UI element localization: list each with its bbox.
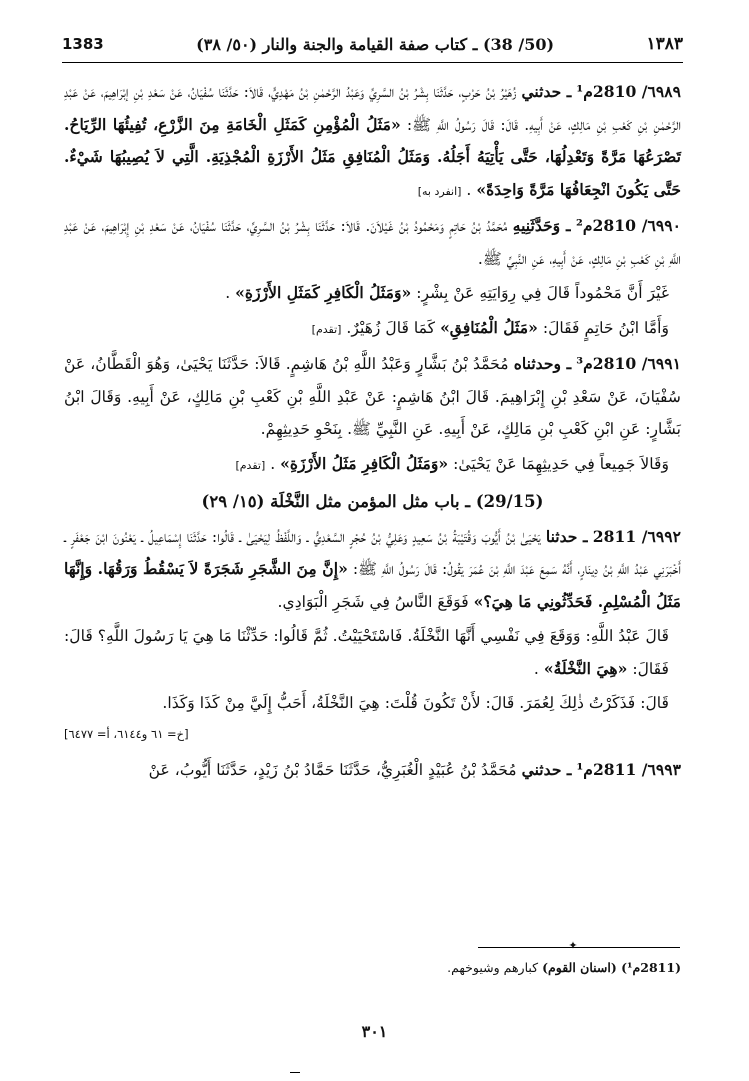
hadith-number: ٦٩٩٢/ 2811 xyxy=(592,526,681,546)
paragraph-reference: [تقدم] xyxy=(311,322,342,336)
hadith-number: ٦٩٩١/ 2810م³ xyxy=(576,354,681,373)
hadith-keyword: ـ وحدثناه xyxy=(513,354,572,373)
hadith-isnad: مُحَمَّدُ بْنُ بَشَّارٍ وَعَبْدُ اللَّهِ بْنُ هَاشِمٍ. قَالاَ: حَدَّثَنَا يَحْيَىٰ، وَهُوَ الْقَطَّانُ، عَنْ سُفْيَانَ، عَنْ سَعْدِ بْنِ إِبْرَاهِيمَ. قَالَ ابْنُ هَاشِمٍ: عَنْ عَبْدِ اللَّهِ بْنِ كَعْبِ بْنِ مَالِكٍ، عَنْ أَبِيهِ. وَقَالَ ابْنُ بَشَّارٍ: عَنِ ابْنِ كَعْبِ بْنِ مَالِكٍ، عَنْ أَبِيهِ. عَنِ النَّبِيِّ ﷺ. بِنَحْوِ حَدِيثِهِمْ. xyxy=(64,355,681,438)
paragraph-text: قَالَ عَبْدُ اللَّهِ: وَوَقَعَ فِي نَفْسِي أَنَّهَا النَّخْلَةُ. فَاسْتَحْيَيْتُ. ثُمَّ قَالُوا: حَدِّثْنَا مَا هِيَ يَا رَسُولَ اللَّهِ؟ قَالَ: فَقَالَ: xyxy=(64,627,669,678)
paragraph-matn: «وَمَثَلُ الْكَافِرِ مَثَلُ الأَرْزَةِ» xyxy=(280,453,449,473)
paragraph-abdullah xyxy=(64,620,681,685)
hadith-matn: «إِنَّ مِنَ الشَّجَرِ شَجَرَةً لاَ يَسْقُطُ وَرَقُهَا. وَإِنَّهَا مَثَلُ الْمُسْلِمِ. فَحَدِّثُونِي مَا هِيَ؟» xyxy=(64,559,681,611)
hadith-keyword: ـ حدثني xyxy=(521,760,572,779)
paragraph-matn: «وَمَثَلُ الْكَافِرِ كَمَثَلِ الأَرْزَةِ» xyxy=(235,283,412,302)
main-text xyxy=(64,76,681,789)
hadith-isnad: زُهَيْرُ بْنُ حَرْبٍ، حَدَّثَنَا بِشْرُ بْنُ السَّرِيِّ وَعَبْدُ الرَّحْمٰنِ بْنُ مَهْدِيٍّ، قَالاَ: حَدَّثَنَا سُفْيَانُ، عَنْ سَعْدِ بْنِ إبْرَاهِيمَ، عَنْ عَبْدِ الرَّحْمٰنِ بْنِ كَعْبِ بْنِ مَالِكٍ، عَنْ أَبِيهِ. قَالَ: قَالَ رَسُولُ اللَّهِ ﷺ: xyxy=(64,83,682,134)
paragraph-reference: [تقدم] xyxy=(235,458,266,472)
paragraph-tail: . xyxy=(225,284,231,302)
paragraph-tail: . xyxy=(533,659,539,678)
hadith-tail: فَوَقَعَ النَّاسُ فِي شَجَرِ الْبَوَادِي. xyxy=(277,592,469,611)
hadith-keyword: ـ وَحَدَّثَنِيهِ xyxy=(512,216,571,235)
paragraph-text: وَقَالاَ جَمِيعاً فِي حَدِيثِهِمَا عَنْ يَحْيَىٰ: xyxy=(448,454,669,473)
footnote xyxy=(281,960,681,975)
hadith-isnad: مُحَمَّدُ بْنُ حَاتِمٍ وَمَحْمُودُ بْنُ غَيْلاَنَ. قَالاَ: حَدَّثَنَا بِشْرُ بْنُ السَّرِيِّ، حَدَّثَنَا سُفْيَانُ، عَنْ سَعْدِ بْنِ إِبْرَاهِيمَ، عَنْ عَبْدِ اللَّهِ بْنِ كَعْبِ بْنِ مَالِكٍ، عَنْ أَبِيهِ، عَنِ النَّبِيِّ ﷺ. xyxy=(64,217,681,268)
hadith-tail: . xyxy=(466,180,472,199)
paragraph-text: وَأَمَّا ابْنُ حَاتِمٍ فَقَالَ: xyxy=(537,318,669,337)
hadith-isnad: مُحَمَّدُ بْنُ عُبَيْدٍ الْغُبَرِيُّ، حَدَّثَنَا حَمَّادُ بْنُ زَيْدٍ، حَدَّثَنَا أَيُّوبُ، عَنْ xyxy=(148,761,517,779)
ornament-icon: ✦ xyxy=(568,939,578,952)
header-rule xyxy=(62,62,683,63)
page-number-bottom: ٣٠١ xyxy=(361,1022,388,1041)
hadith-keyword: ـ حدثني xyxy=(521,82,572,101)
paragraph-tail: . xyxy=(270,454,276,473)
hadith-6993 xyxy=(64,754,681,787)
paragraph-umar: قَالَ: فَذَكَرْتُ ذٰلِكَ لِعُمَرَ. قَالَ: لأَنْ تَكُونَ قُلْتَ: هِيَ النَّخْلَةُ، أَحَبُّ إِلَيَّ مِنْ كَذَا وَكَذَا. xyxy=(162,694,669,712)
chapter-heading: (29/15) ـ باب مثل المؤمن مثل النَّخْلَة (١٥/ ٢٩) xyxy=(201,492,544,511)
cross-reference: [خ= ٦١ و٦١٤٤، أ= ٦٤٧٧] xyxy=(64,726,189,741)
hadith-number: ٦٩٩٠/ 2810م² xyxy=(576,216,681,235)
page-number-latin: 1383 xyxy=(62,35,104,53)
hadith-6990 xyxy=(64,210,681,275)
page-number-arabic: ١٣٨٣ xyxy=(646,34,683,54)
hadith-matn: «مَثَلُ الْمُؤْمِنِ كَمَثَلِ الْخَامَةِ مِنَ الزَّرْعِ، تُفِيئُهَا الرِّيَاحُ. تَصْرَعُهَا مَرَّةً وَتَعْدِلُهَا، حَتَّى يَأْتِيَهُ أَجَلُهُ. وَمَثَلُ الْمُنَافِقِ مَثَلُ الأَرْزَةِ الْمُجْذِيَةِ. الَّتِي لاَ يُصِيبُهَا شَيْءٌ. حَتَّى يَكُونَ انْجِعَافُهَا مَرَّةً وَاحِدَةً» xyxy=(64,114,681,199)
hadith-6989 xyxy=(64,76,681,208)
footnote-text: كبارهم وشيوخهم. xyxy=(447,960,543,975)
hadith-number: ٦٩٩٣/ 2811م¹ xyxy=(576,760,681,779)
hadith-6992 xyxy=(64,521,681,619)
paragraph-text-b: كَمَا قَالَ زُهَيْرٌ. xyxy=(346,318,436,337)
hadith-reference: [انفرد به] xyxy=(417,184,462,198)
running-header xyxy=(62,30,683,58)
hadith-keyword: ـ حدثنا xyxy=(545,526,588,546)
paragraph-matn: «هِيَ النَّخْلَةُ» xyxy=(543,658,628,678)
paragraph-ibn-hatim xyxy=(64,312,681,347)
paragraph-text: غَيْرَ أَنَّ مَحْمُوداً قَالَ فِي رِوَايَتِهِ عَنْ بِشْرٍ: xyxy=(411,284,669,302)
footnote-label: (2811م¹) (اسنان القوم) xyxy=(542,960,681,975)
hadith-6991 xyxy=(64,348,681,446)
paragraph-mahmud xyxy=(64,277,681,310)
header-title: (50/ 38) ـ كتاب صفة القيامة والجنة والنار (٥٠/ ٣٨) xyxy=(196,34,555,54)
hadith-isnad: يَحْيَىٰ بْنُ أَيُّوبَ وَقُتَيْبَةُ بْنُ سَعِيدٍ وَعَلِيُّ بْنُ حُجْرٍ السَّعْدِيُّ ـ وَاللَّفْظُ لِيَحْيَىٰ ـ قَالُوا: حَدَّثَنَا إِسْمَاعِيلُ ـ يَعْنُونَ ابْنَ جَعْفَرٍ ـ أَخْبَرَنِي عَبْدُ اللَّهِ بْنُ دِينَارٍ، أَنَّهُ سَمِعَ عَبْدَ اللَّهِ بْنَ عُمَرَ يَقُولُ: قَالَ رَسُولُ اللَّهِ ﷺ: xyxy=(64,527,682,578)
paragraph-matn: «مَثَلُ الْمُنَافِقِ» xyxy=(440,317,538,337)
hadith-number: ٦٩٨٩/ 2810م¹ xyxy=(576,82,682,101)
paragraph-both xyxy=(64,448,681,483)
